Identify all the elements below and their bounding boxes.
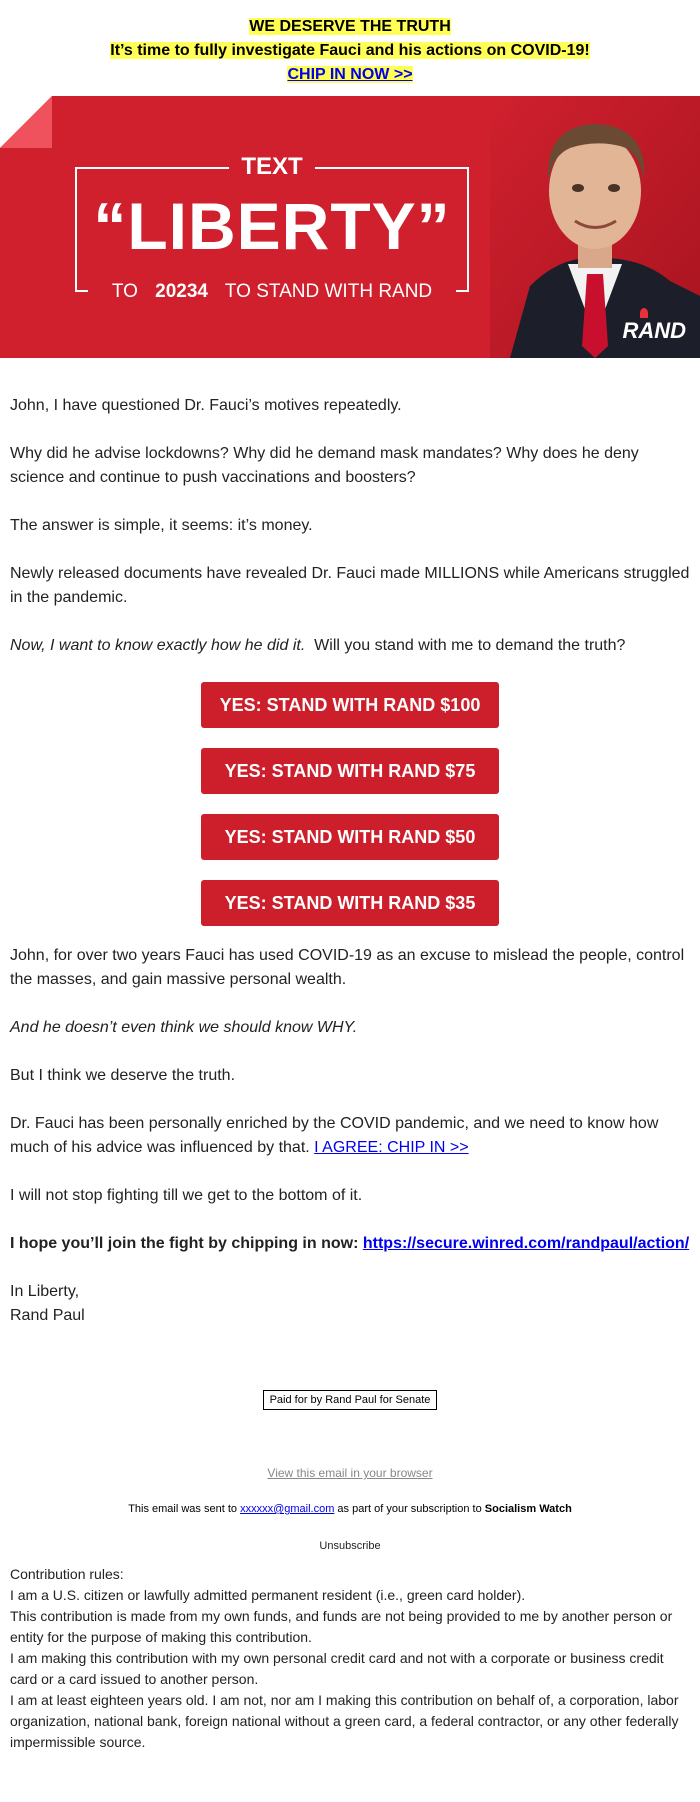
recipient-email-link[interactable]: xxxxxx@gmail.com xyxy=(240,1503,335,1515)
paragraph-9: Dr. Fauci has been personally enriched by the COVID pandemic, and we need to know how much of his advice was influenced by that. I AGREE: CHIP IN >> xyxy=(10,1115,659,1156)
paragraph-5-italic: Now, I want to know exactly how he did it. xyxy=(10,637,306,654)
agree-chip-in-link[interactable]: I AGREE: CHIP IN >> xyxy=(314,1139,469,1156)
paragraph-8: But I think we deserve the truth. xyxy=(10,1067,236,1084)
rules-heading: Contribution rules: xyxy=(10,1566,124,1582)
paragraph-7: And he doesn’t even think we should know WHY. xyxy=(10,1019,358,1036)
headline: WE DESERVE THE TRUTH xyxy=(249,18,451,35)
banner-frame xyxy=(75,153,469,302)
chip-in-now-link[interactable]: CHIP IN NOW >> xyxy=(287,66,413,83)
email-header xyxy=(0,0,700,87)
signoff: In Liberty, xyxy=(10,1283,80,1300)
email-body xyxy=(0,358,700,1328)
banner-fold-flap xyxy=(0,96,52,148)
rand-logo: RAND xyxy=(622,318,686,344)
paragraph-3: The answer is simple, it seems: it’s money. xyxy=(10,517,313,534)
rule-item: I am a U.S. citizen or lawfully admitted permanent resident (i.e., green card holder). xyxy=(10,1587,526,1603)
paragraph-1: John, I have questioned Dr. Fauci’s motives repeatedly. xyxy=(10,397,402,414)
paragraph-5 xyxy=(10,634,690,658)
contribution-rules xyxy=(0,1554,700,1753)
paragraph-10: I will not stop fighting till we get to the bottom of it. xyxy=(10,1187,363,1204)
paragraph-11: I hope you’ll join the fight by chipping in now: https://secure.winred.com/randpaul/action/ xyxy=(10,1235,690,1252)
subscription-notice: This email was sent to xxxxxx@gmail.com as part of your subscription to Socialism Watch xyxy=(128,1503,572,1515)
donate-75-button[interactable]: YES: STAND WITH RAND $75 xyxy=(201,748,500,794)
rule-item: I am making this contribution with my own personal credit card and not with a corporate or business credit card or a card issued to another person. xyxy=(10,1650,664,1687)
subscription-name: Socialism Watch xyxy=(484,1503,572,1515)
rule-item: This contribution is made from my own funds, and funds are not being provided to me by another person or entity for the purpose of making this contribution. xyxy=(10,1608,673,1645)
donate-100-button[interactable]: YES: STAND WITH RAND $100 xyxy=(201,682,500,728)
email-footer xyxy=(0,1328,700,1554)
banner-shortcode: 20234 xyxy=(155,281,208,302)
winred-donation-link[interactable]: https://secure.winred.com/randpaul/action/ xyxy=(362,1235,690,1252)
paragraph-4: Newly released documents have revealed Dr. Fauci made MILLIONS while Americans struggled in the pandemic. xyxy=(10,565,690,606)
banner-keyword: “LIBERTY” xyxy=(93,189,451,263)
banner-stand-with-rand: TO STAND WITH RAND xyxy=(208,281,444,302)
signoff-block xyxy=(10,1280,690,1328)
donate-35-button[interactable]: YES: STAND WITH RAND $35 xyxy=(201,880,500,926)
paragraph-6: John, for over two years Fauci has used COVID-19 as an excuse to mislead the people, control the masses, and gain massive personal wealth. xyxy=(10,947,685,988)
paid-for-disclaimer: Paid for by Rand Paul for Senate xyxy=(263,1390,438,1410)
banner-text-label: TEXT xyxy=(229,153,314,180)
paragraph-5-rest: Will you stand with me to demand the truth? xyxy=(305,637,626,654)
donate-50-button[interactable]: YES: STAND WITH RAND $50 xyxy=(201,814,500,860)
signature: Rand Paul xyxy=(10,1307,85,1324)
view-in-browser-link[interactable]: View this email in your browser xyxy=(267,1466,433,1480)
paragraph-2: Why did he advise lockdowns? Why did he demand mask mandates? Why does he deny science and continue to push vaccinations and boosters? xyxy=(10,445,639,486)
unsubscribe-link[interactable]: Unsubscribe xyxy=(319,1540,381,1552)
text-liberty-banner[interactable] xyxy=(0,96,700,358)
rule-item: I am at least eighteen years old. I am not, nor am I making this contribution on behalf of, a corporation, labor organization, national bank, foreign national without a green card, a federal contractor, or any other federally impermissible source. xyxy=(10,1692,679,1750)
flame-icon xyxy=(640,308,648,318)
subheadline: It’s time to fully investigate Fauci and his actions on COVID-19! xyxy=(110,42,590,59)
banner-to: TO xyxy=(100,281,155,302)
